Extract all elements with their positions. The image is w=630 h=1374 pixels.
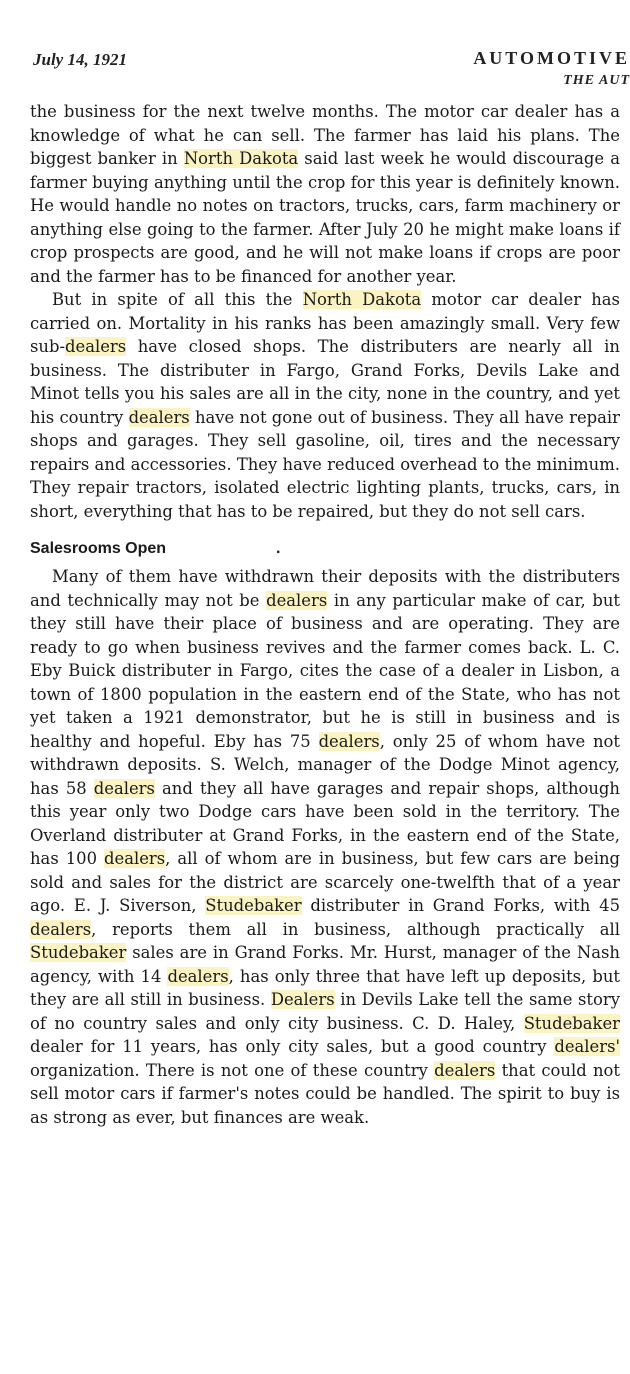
article-body — [30, 100, 620, 1129]
text-run: organization. There is not one of these country — [30, 1060, 435, 1080]
section-heading-text: Salesrooms Open — [30, 540, 167, 557]
text-run: the business for the next twelve months. The motor car dealer has a knowledge of what he can sell. The farmer has laid his plans. The biggest banker in — [30, 102, 620, 168]
text-run: motor car dealer has carried on. Mortality in his ranks has been amazingly small. Very few sub- — [30, 290, 620, 356]
section-heading — [30, 537, 620, 561]
highlighted-term: Studebaker — [205, 896, 302, 915]
magazine-subtitle: THE AUT — [563, 73, 630, 88]
text-run: in Devils Lake tell the same story of no country sales and only city business. C. D. Haley, — [30, 990, 620, 1033]
paragraph-1 — [30, 100, 620, 288]
highlighted-term: dealers — [30, 919, 92, 939]
highlighted-term: dealers — [65, 337, 127, 356]
highlighted-term: Dealers — [270, 990, 335, 1009]
section-heading-mark: . — [276, 540, 281, 557]
text-run: But in spite of all this the — [52, 290, 303, 309]
highlighted-term: dealers — [266, 590, 328, 610]
text-run: have not gone out of business. They all have repair shops and garages. They sell gasoline, oil, tires and the necessary repairs and accessories. They have reduced overhead to the minimum. They repair tractors, isolated electric lighting plants, trucks, cars, in short, everything that has to be repaired, but they do not sell cars. — [30, 407, 620, 521]
text-run: dealer for 11 years, has only city sales, but a good country — [30, 1037, 555, 1056]
highlighted-term: dealers — [128, 407, 190, 427]
highlighted-term: Studebaker — [523, 1013, 620, 1033]
text-run: , all of whom are in business, but few cars are being sold and sales for the district are scarcely one-twelfth that of a year ago. E. J. Siverson, — [30, 849, 620, 915]
text-run: that could not sell motor cars if farmer's notes could be handled. The spirit to buy is as strong as ever, but finances are weak. — [30, 1060, 620, 1127]
highlighted-term: dealers — [104, 849, 166, 868]
highlighted-term: dealers' — [554, 1037, 620, 1056]
highlighted-term: dealers — [93, 778, 155, 798]
text-run: Many of them have withdrawn their deposits with the distributers and technically may not be — [30, 567, 620, 610]
highlighted-term: dealers — [318, 731, 380, 751]
text-run: said last week he would discourage a farmer buying anything until the crop for this year is definitely known. He would handle no notes on tractors, trucks, cars, farm machinery or anything else going to the farmer. After July 20 he might make loans if crop prospects are good, and he will not make loans if crops are poor and the farmer has to be financed for another year. — [30, 149, 620, 286]
highlighted-term: North Dakota — [183, 149, 299, 168]
magazine-title: AUTOMOTIVE — [473, 48, 630, 68]
highlighted-term: dealers — [434, 1060, 496, 1080]
paragraph-3 — [30, 565, 620, 1129]
text-run: , only 25 of whom have not withdrawn deposits. S. Welch, manager of the Dodge Minot agency, has 58 — [30, 731, 620, 798]
text-run: , reports them all in business, although practically all — [91, 919, 620, 939]
text-run: in any particular make of car, but they still have their place of business and are operating. They are ready to go when business revives and the farmer comes back. L. C. Eby Buick distributer in Fargo, cites the case of a dealer in Lisbon, a town of 1800 population in the eastern end of the State, who has not yet taken a 1921 demonstrator, but he is still in business and is healthy and hopeful. Eby has 75 — [30, 590, 620, 751]
issue-date: July 14, 1921 — [33, 50, 127, 69]
text-run: have closed shops. The distributers are nearly all in business. The distributer in Fargo, Grand Forks, Devils Lake and Minot tells you his sales are all in the city, none in the country, and yet his country — [30, 337, 620, 427]
highlighted-term: dealers — [167, 966, 229, 986]
highlighted-term: Studebaker — [30, 943, 127, 962]
highlighted-term: North Dakota — [302, 290, 422, 309]
paragraph-2 — [30, 288, 620, 523]
text-run: distributer in Grand Forks, with 45 — [301, 896, 620, 915]
text-run: , has only three that have left up deposits, but they are all still in business. — [30, 966, 620, 1009]
text-run: sales are in Grand Forks. Mr. Hurst, manager of the Nash agency, with 14 — [30, 943, 620, 986]
text-run: and they all have garages and repair shops, although this year only two Dodge cars have been sold in the territory. The Overland distributer at Grand Forks, in the eastern end of the State, has 100 — [30, 778, 620, 868]
